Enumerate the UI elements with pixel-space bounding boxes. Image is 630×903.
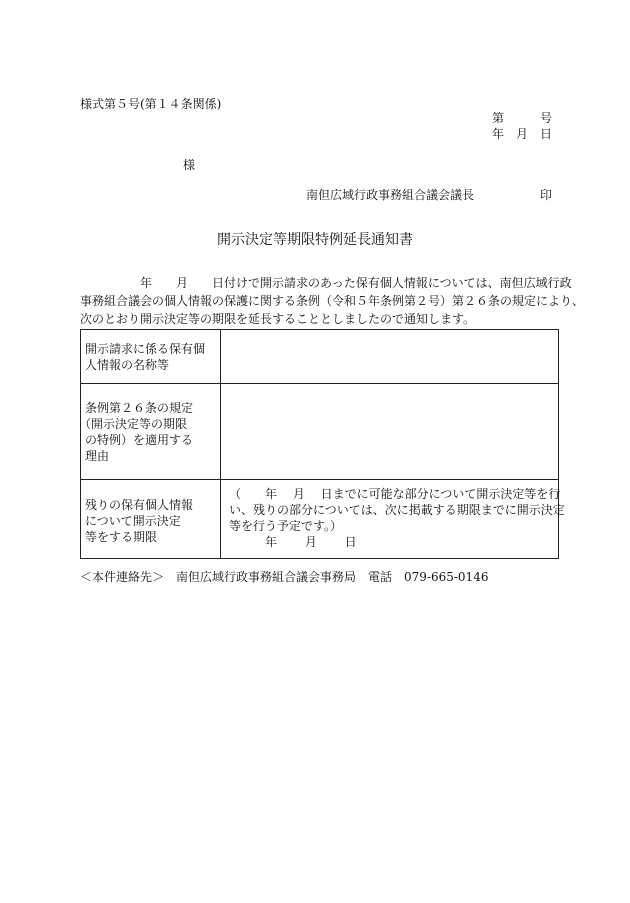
value-cell-reason — [221, 384, 558, 479]
deadline-text: （ 年 月 日までに可能な部分について開示決定等を行 — [229, 487, 561, 501]
value-cell-target-info — [221, 330, 558, 383]
document-number: 第 号 — [492, 111, 553, 125]
label-text: 人情報の名称等 — [85, 358, 170, 372]
table-row-remaining-deadline — [81, 480, 565, 558]
label-text: 理由 — [85, 449, 110, 463]
deadline-date-text: 年 月 日 — [229, 535, 357, 549]
seal-mark: 印 — [540, 188, 553, 202]
body-text-line: 次のとおり開示決定等の期限を延長することとしましたので通知します。 — [80, 312, 476, 326]
body-text-line: 事務組合議会の個人情報の保護に関する条例（令和５年条例第２号）第２６条の規定により、 — [80, 294, 585, 308]
label-text: 開示請求に係る保有個 — [85, 342, 206, 356]
label-cell — [81, 480, 221, 558]
label-text: 残りの保有個人情報 — [85, 498, 194, 512]
document-title: 開示決定等期限特例延長通知書 — [217, 232, 413, 248]
label-cell — [81, 384, 221, 479]
label-cell — [81, 330, 221, 383]
notice-table — [79, 329, 565, 559]
value-cell-remaining-deadline — [221, 480, 565, 558]
form-number: 様式第５号(第１４条関係) — [80, 97, 222, 111]
label-text: について開示決定 — [85, 514, 181, 528]
contact-info: ＜本件連絡先＞ 南但広域行政事務組合議会事務局 電話 079-665-0146 — [80, 570, 489, 584]
deadline-text: い、残りの部分については、次に掲載する期限までに開示決定 — [229, 503, 565, 517]
table-row-reason — [81, 384, 558, 480]
body-text-line: 年 月 日付けで開示請求のあった保有個人情報については、南但広域行政 — [80, 276, 572, 290]
label-text: （開示決定等の期限 — [79, 417, 188, 431]
label-text: 条例第２６条の規定 — [85, 401, 194, 415]
issuer-name: 南但広域行政事務組合議会議長 — [306, 188, 475, 202]
table-row-target-info — [81, 330, 558, 384]
issue-date: 年 月 日 — [492, 127, 553, 141]
label-text: の特例）を適用する — [85, 433, 194, 447]
label-text: 等をする期限 — [85, 530, 158, 544]
addressee-honorific: 様 — [183, 158, 196, 172]
deadline-text: 等を行う予定です。） — [229, 519, 343, 533]
